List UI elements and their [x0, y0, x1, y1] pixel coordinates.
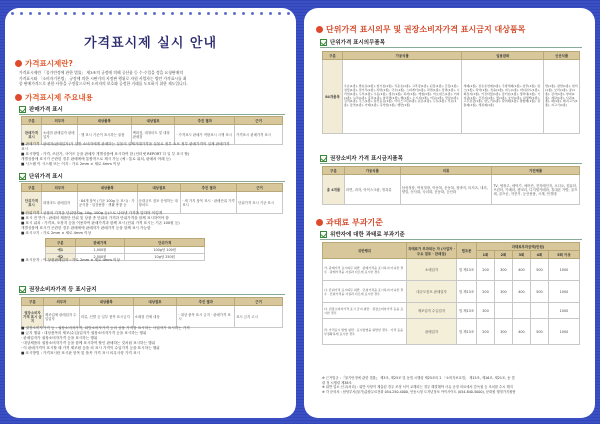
checkbox-icon — [320, 155, 327, 162]
checkbox-icon — [19, 173, 26, 180]
unit-price-notes: ■ 단위가격 : 상품의 가격을 단위당(1g, 10g, 100g 등)으로 나타낸 가격을 말하며 이렇게 ■ 표시 전 반가 : 판매의 제품단 단위 및 상품 종 단위의 가격과 단위가격을 함께 표시하여야 함 ■ 표시 위치 : 가격표, 포장지 등을 이용하여 판매가격과 함께 표시 (단위 가격 표시는 기존 100원 등) 개별상품에 표시가 곤란한 경우 판매에에 판매자가 판매가격 등을 함께 표시 가능함 ■ 표시크기 : 가로 2mm × 세로 4mm 이상 — [21, 211, 180, 235]
sub-heading-msrp-items: 권장소비자 가격 표시금지품목 — [320, 154, 582, 164]
checkbox-icon — [19, 286, 26, 293]
legal-notes: ※ 근거법규 : 『물가안정에 관한 법률』 제3조, 제25조 및 동법 시행령 제25조의 2 「소비자보호법」 제15조, 제16조, 제21조, 동 법 령 정 시행령 제38조 ※ 위반 업소 신고(처리) : 위반 사항이 제출된 경우 조정 서이 교해되는 경우 해결해야 사유 공정 의료에서 감독권 등 조치를 수시 해지 ※ 각 문의처 : 담당부서(물가)총괄무료전화 054-250-4000, 안동시청 도자년정보 아이사이트 (054-840-5000), 문화원 행정가지원팀 — [322, 376, 516, 394]
sub-heading-unit-items: 단위가격 표시의무품목 — [320, 38, 582, 48]
msrp-items-electronics-cell: TV, 냉장고, 세탁기, 에어컨, 전자레인지, 오디오, 컴퓨터, 프린터, 카메라, 캠코더, 디지털카메라, 휴대폰 가방, 골프채, 골프공, 자전거, 등산용품, 시계, 안경테 — [492, 175, 580, 205]
checkbox-icon — [320, 39, 327, 46]
sub-heading-unit-price: 단위가격 표시 — [19, 172, 285, 182]
unit-price-table: 구분 의무자 대상품목 대상점포 추진 결과 근거 단위가격 표시 대형마트 판매업자 · 84개 품목 (기준 100g 등 표시) · 가공식품 · 일상용품 · 생활 용품 등 준대규모 점포 운영하는 대형마트 · 세 가지 품목 표시 · 판매단위 가격 표시 단위가격 표시 기준 표시 — [21, 183, 283, 214]
sale-price-notes: ■ 판매가격 : 판매자(판매업자)가 일반 소비자에게 판매하는 실물의 실제거래가격을 실물로 정부 요포 정부 판매가격이 실제 판매가격 표시 ■ 표시방법 : 가격, 쓰던가, 사이즈 등을 판매자 개별상품에 표시하여 함 (인터넷 REPORT 다 일 부 표시 할) 개별상품에 표시가 곤란한 경우 판매에에 통합적으로 제시 가능 (예 : 통로 위치, 판매처 아래 등) ■ 시스템 이 시스템 또는 이지 : 가로 2mm × 세로 4mm 이상 — [21, 142, 230, 166]
fine-table: 위반행위 과태료가 부과되는 자 (사업자 · 주요 점포 · 판매점) 법조문 과태료부과금액(만원) 1회 2회 3회 4회 5회 이상 가. 판매가격 표시의무 위반 · 판매가격을 표시하지 아니한 경우 · 판매가격을 사실과 다르게 표시한 경우 소매업자 법 제13조 200 300 400 500 1000 나. 단위가격 표시의무 위반 · 단위가격을 표시하지 아니한 경우 · 단위가격을 사실과 다르게 표시한 경우 대규모점포 판매업자 법 제13조 200 300 400 500 1000 다. 권장소비자가격 표시 금지 위반 · 권장소비자가격 등을 표시한 경우 제조업자 수입업자 법 제13조 300 1000 라. 가격표시 방법 위반 · 표시방법을 위반한 경우 · 가격 등을 부정확하게 표시한 경우 판매업자 법 제13조 200 300 400 500 1000 — [322, 242, 580, 345]
sale-price-table: 구분 의무자 대상품목 대상점포 추진 결과 근거 판매가격 표시 소매점 판매업자 판매업자 · 행 표시 기준이 표시하는 물품 백화점, 대형마트 및 대형 판매점 · 가격표시 판매가 적합표시 시행 표시 가격표시 판매가격 표시 — [21, 116, 283, 145]
table-row: 가. 판매가격 표시의무 위반 · 판매가격을 표시하지 아니한 경우 · 판매가격을 사실과 다르게 표시한 경우 소매업자 법 제13조 200 300 400 500 1000 — [323, 259, 580, 281]
right-page — [304, 8, 595, 418]
msrp-ban-notes: ■ 권장소비자가격 등 : 권장소비자가격, 희망소비자가격 등의 상품 가격을 표시하는 사업자가 표시하는 가격 ■ 금지 행위 : 대상품목의 제조(수입)업자가 권장소비자가격 등을 표시하는 행위 · 판매업자가 권장소비자가격 등을 표시하는 행위 · 대상제품의 권장소비자가격 등을 함께 표시하여 할인 판매하는 것처럼 표시하는 행위 · 이 판매가격이 표시할 때 가격 제조원 등을 외 표시 가격이 수입가격 등을 표시하는 행위 ■ 표시방법 : 가격표시란 표시판 항목 및 품목 가격 표시 의무사항 가격 표시 — [21, 326, 190, 355]
left-page — [5, 8, 296, 418]
checkbox-icon — [320, 231, 327, 238]
intro-paragraph: 가격표시제란 「물가안정에 관한 법률」 제3조의 규정에 의해 공산품 등 수·수입을 정을 요청판매의 가격표시와 「소비자기본법」 규정에 의한 시판가의 지정판 행위로 자원 사업자는 방안 가격표시를 최 종 판매가격으로 관한 사항을 구정할으로써 소비자의 보호와 공정한 거래를 도모하기 위한 제도입니다. — [19, 70, 188, 86]
msrp-items-table: 구분 가공식품 의류 가전제품 총 4개품 라면, 과자, 아이스크림, 빙과류 남성정장, 여성정장, 아동복, 운동복, 청바지, 티셔츠, 내의, 양말, 신사화, 숙녀화, 운동화, 등산화 TV, 냉장고, 세탁기, 에어컨, 전자레인지, 오디오, 컴퓨터, 프린터, 카메라, 캠코더, 디지털카메라, 휴대폰 가방, 골프채, 골프공, 자전거, 등산용품, 시계, 안경테 — [322, 166, 580, 205]
table-row: 라. 가격표시 방법 위반 · 표시방법을 위반한 경우 · 가격 등을 부정확하게 표시한 경우 판매업자 법 제13조 200 300 400 500 1000 — [323, 319, 580, 345]
table-row: 다. 권장소비자가격 표시 금지 위반 · 권장소비자가격 등을 표시한 경우 제조업자 수입업자 법 제13조 300 1000 — [323, 303, 580, 319]
binding-rings — [11, 12, 290, 15]
page-title: 가격표시제 실시 안내 — [83, 36, 218, 51]
intro-heading: 가격표시제란? — [15, 58, 73, 69]
sub-heading-fines: 위반자에 대한 과태료 부과기준 — [320, 230, 582, 240]
right-heading-1: 단위가격 표시의무 및 권장소비자가격 표시금지 대상품목 — [316, 24, 525, 35]
bullet-dot-icon — [316, 219, 323, 226]
right-heading-2: 과태료 부과기준 — [316, 217, 383, 228]
sub-heading-msrp-ban: 권장소비자가격 등 표시금지 — [19, 285, 285, 295]
bullet-dot-icon — [15, 94, 22, 101]
unit-size-note: ■ 표시문자 : 이 상품판매업자 : 가로 2mm × 세로 4mm 이상 — [21, 258, 120, 262]
sub-heading-sale-price: 판매가격 표시 — [19, 105, 285, 115]
unit-items-table: 구분 가공식품 일용잡화 신선식품 84개품목 우유(1종), 발효유(2종), 참기름(1종), 식용유(1종), 고추장(1종), 된장(1종), 간장(1종), 설탕(1종), 밀가루(1종), 라면(1종), 국수(1종), 스파게티(1종), 라면(1종), 당면(1종), 시리얼(1종), 두부(1종), 우동(1종), 생수(1종), 과자(1종), 케첩(1종), 마요네즈(1종), 커피(1종), 녹차(1종), 홍차(1종), 참치캔(1종), 햄(1종), 소시지(1종), 어묵(1종), 맛살(1종), 김치(1종), 주스(1종), 탄산음료(1종), 아이스크림(1종), 분유(1종), 두유(1종), 식초(1종), 물엿(1종), 카레(1종), 즉석밥(1종), 햇반(1종) 세제(1종), 섬유유연제(1종), 주방세제(1종), 샴푸(1종), 린스(1종), 치약(1종), 칫솔(1종), 비누(1종), 바디워시(1종), 화장지(1종), 키친타월(1종), 물티슈(1종), 생리대(1종), 기저귀(1종), 건전지(1종), 랩(1종), 호일(1종), 위생백(1종), 고무장갑(1종), 면도기(1종), 탈취제(1종), 방향제(1종), 살충제(1종), 세정제(1종) 쌀(1종), 찹쌀(1종), 현미(1종), 보리(1종), 콩(1종), 감자(1종), 양파(1종), 계란(1종), 사과(1종), 배(1종), 돼지고기(1종), 쇠고기(1종) — [322, 51, 580, 134]
bullet-dot-icon — [15, 60, 22, 67]
msrp-ban-table: 구분 의무자 대상품목 대상점포 추진 결과 근거 권장소비자 가격 표시 금지 제조업체 판매업자 수입업자 의류, 신발 등 일부 품목 표시금지 소매점 전체 대상 · 대상 품목 표시 금지 · 판매가격 표시 표시 금지 고시 — [21, 297, 283, 328]
bullet-dot-icon — [316, 26, 323, 33]
main-heading: 가격표시제 주요내용 — [15, 92, 93, 103]
unit-price-example-table: 구분 판매가격 단위가격 예1 1,000원 100g당 100원 예2 2,500원 10g당 250원 — [45, 238, 205, 261]
checkbox-icon — [19, 106, 26, 113]
table-row: 나. 단위가격 표시의무 위반 · 단위가격을 표시하지 아니한 경우 · 단위가격을 사실과 다르게 표시한 경우 대규모점포 판매업자 법 제13조 200 300 400 500 1000 — [323, 281, 580, 303]
